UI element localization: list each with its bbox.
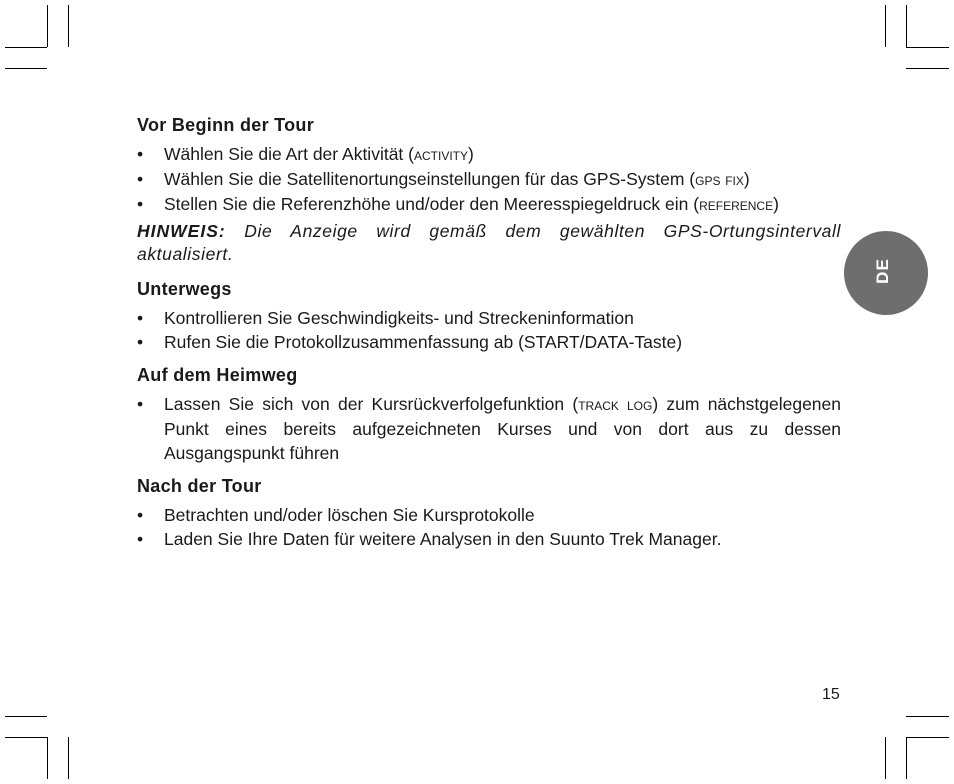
list-item: • Laden Sie Ihre Daten für weitere Analysen in den Suunto Trek Manager. bbox=[137, 527, 841, 551]
crop-mark bbox=[906, 737, 907, 779]
list-item bbox=[137, 167, 841, 192]
section-heimweg bbox=[137, 364, 841, 465]
list-item bbox=[137, 392, 841, 465]
section-unterwegs bbox=[137, 278, 841, 354]
crop-mark bbox=[5, 68, 47, 69]
crop-mark bbox=[906, 68, 949, 69]
crop-mark bbox=[47, 5, 48, 47]
item-tail: ) zum nächstgelegenen Punkt eines bereits aufgezeichneten Kurses und von dort aus zu dessen Ausgangspunkt führen bbox=[164, 394, 841, 463]
note-text: Die Anzeige wird gemäß dem gewählten GPS-Ortungsintervall aktualisiert. bbox=[137, 221, 841, 264]
section-heading: Vor Beginn der Tour bbox=[137, 115, 315, 135]
crop-mark bbox=[906, 737, 949, 738]
crop-mark bbox=[47, 737, 48, 779]
crop-mark bbox=[885, 737, 886, 779]
item-text: Lassen Sie sich von der Kursrückverfolgefunktion ( bbox=[164, 394, 579, 414]
crop-mark bbox=[68, 5, 69, 47]
crop-mark bbox=[906, 47, 949, 48]
bullet-list bbox=[137, 503, 841, 551]
item-term: reference bbox=[699, 195, 774, 214]
crop-mark bbox=[885, 5, 886, 47]
section-vor-beginn bbox=[137, 114, 841, 266]
crop-mark bbox=[68, 737, 69, 779]
section-nach-tour bbox=[137, 475, 841, 551]
page-content bbox=[137, 114, 841, 561]
crop-mark bbox=[5, 716, 47, 717]
item-text: Wählen Sie die Satellitenortungseinstellungen für das GPS-System ( bbox=[164, 169, 696, 189]
list-item: • Rufen Sie die Protokollzusammenfassung ab (START/DATA-Taste) bbox=[137, 330, 841, 354]
language-tab bbox=[844, 231, 928, 315]
item-tail: ) bbox=[773, 194, 779, 214]
item-term: track log bbox=[578, 395, 653, 414]
crop-mark bbox=[5, 737, 47, 738]
crop-mark bbox=[906, 5, 907, 47]
section-heading: Nach der Tour bbox=[137, 476, 262, 496]
item-text: Stellen Sie die Referenzhöhe und/oder den Meeresspiegeldruck ein ( bbox=[164, 194, 700, 214]
note-label: HINWEIS: bbox=[137, 221, 226, 241]
list-item: • Betrachten und/oder löschen Sie Kursprotokolle bbox=[137, 503, 841, 527]
item-term: gps fix bbox=[695, 170, 744, 189]
item-text: Wählen Sie die Art der Aktivität ( bbox=[164, 144, 414, 164]
list-item bbox=[137, 142, 841, 167]
list-item bbox=[137, 192, 841, 217]
section-heading: Auf dem Heimweg bbox=[137, 365, 298, 385]
section-heading: Unterwegs bbox=[137, 279, 232, 299]
bullet-list bbox=[137, 306, 841, 354]
list-item: • Kontrollieren Sie Geschwindigkeits- und Streckeninformation bbox=[137, 306, 841, 330]
bullet-list bbox=[137, 142, 841, 217]
page-number: 15 bbox=[822, 686, 840, 703]
item-term: activity bbox=[413, 145, 468, 164]
item-tail: ) bbox=[468, 144, 474, 164]
item-tail: ) bbox=[743, 169, 750, 189]
bullet-list bbox=[137, 392, 841, 465]
crop-mark bbox=[5, 47, 47, 48]
note-paragraph bbox=[137, 220, 841, 266]
crop-mark bbox=[906, 716, 949, 717]
language-tab-label: DE bbox=[872, 258, 892, 284]
